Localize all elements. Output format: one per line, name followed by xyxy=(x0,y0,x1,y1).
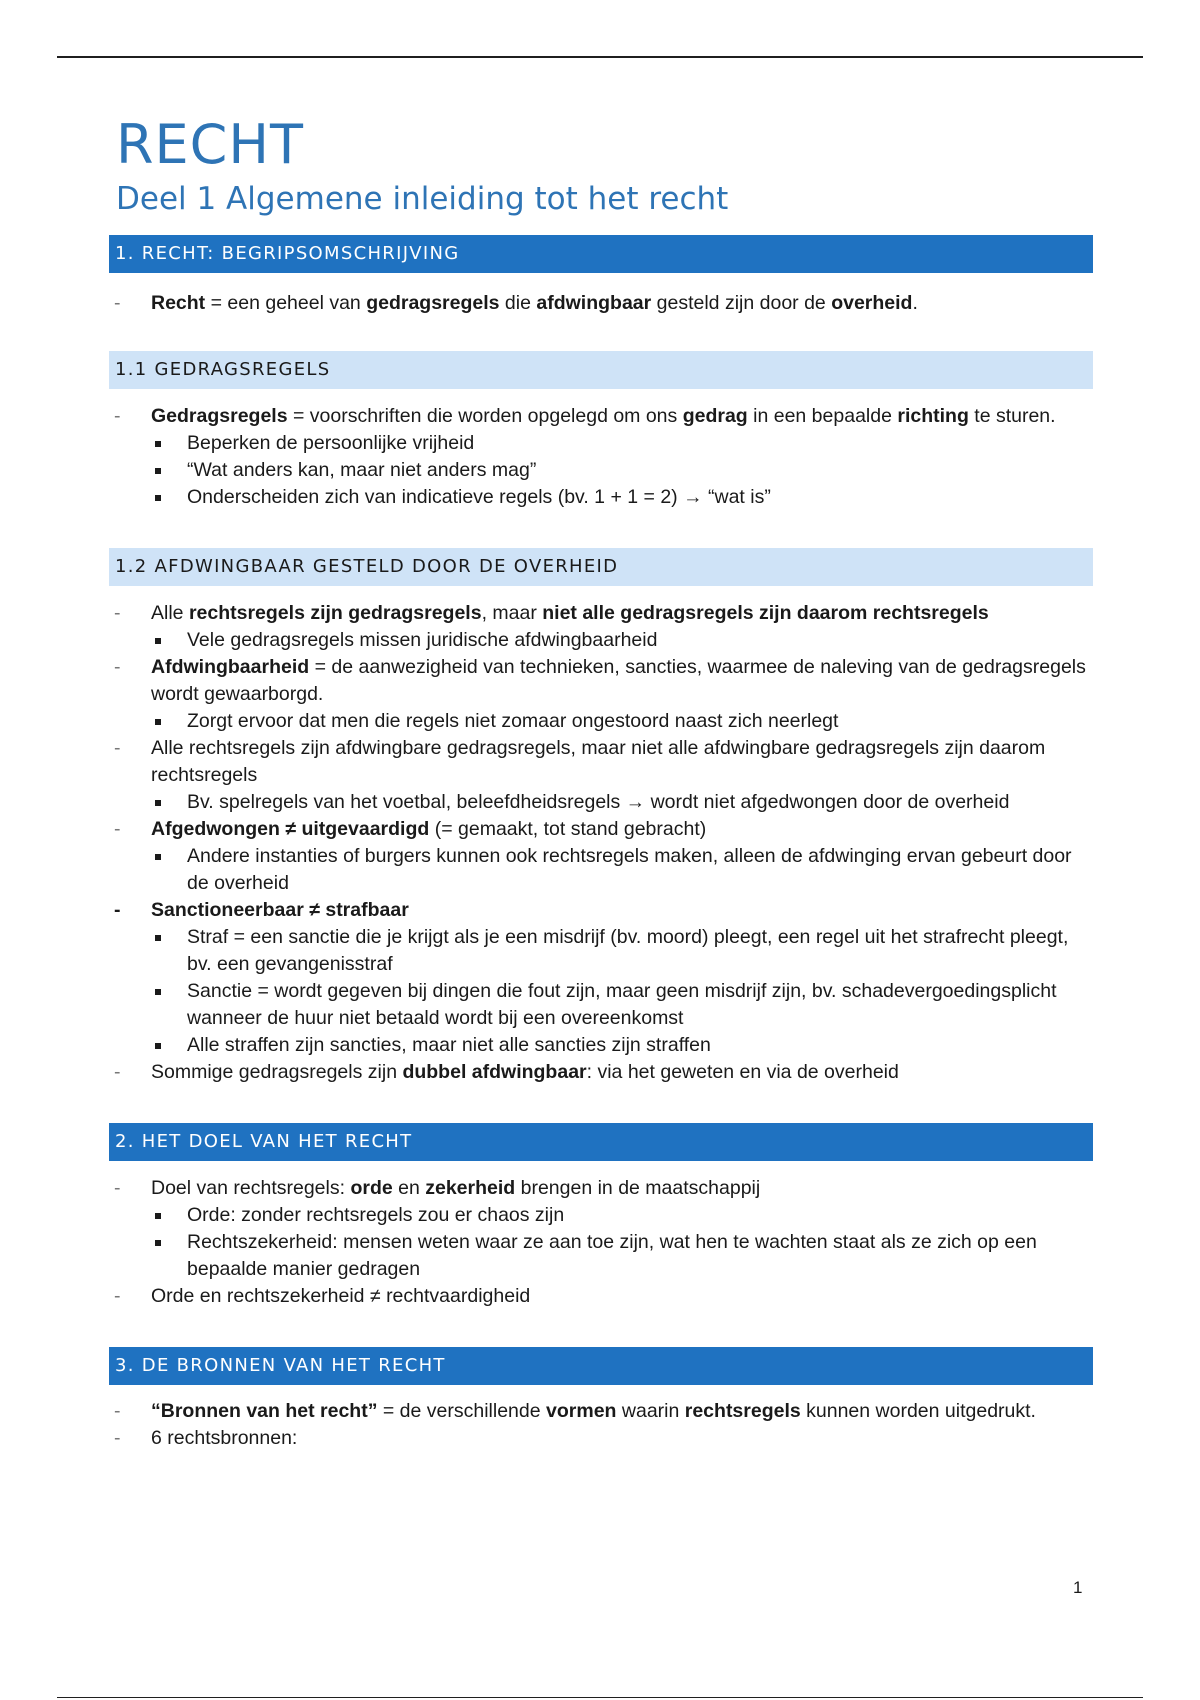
sub-list-item: Straf = een sanctie die je krijgt als je een misdrijf (bv. moord) pleegt, een regel uit het strafrecht pleegt, bv. een gevangenisstraf xyxy=(151,924,1093,978)
header-rule xyxy=(57,56,1143,58)
section-1-2-list xyxy=(109,600,1093,1086)
list-item: - Sanctioneerbaar ≠ strafbaar Straf = een sanctie die je krijgt als je een misdrijf (bv. moord) pleegt, een regel uit het strafrecht pleegt, bv. een gevangenisstraf Sanctie = wordt gegeven bij dingen die fout zijn, maar geen misdrijf zijn, bv. schadevergoedingsplicht wanneer de huur niet betaald wordt bij een overeenkomst Alle straffen zijn sancties, maar niet alle sancties zijn straffen xyxy=(109,897,1093,1059)
dash-marker: - xyxy=(114,899,121,921)
sub-list xyxy=(151,924,1093,1059)
section-heading-1: 1. RECHT: BEGRIPSOMSCHRIJVING xyxy=(109,235,1093,273)
section-heading-3: 3. DE BRONNEN VAN HET RECHT xyxy=(109,1347,1093,1385)
dash-marker: - xyxy=(114,1061,121,1083)
section-1-list xyxy=(109,290,1093,317)
sub-list xyxy=(151,430,1093,511)
section-heading-1-2: 1.2 AFDWINGBAAR GESTELD DOOR DE OVERHEID xyxy=(109,548,1093,586)
sub-list xyxy=(151,708,1093,735)
document-title: RECHT xyxy=(116,113,304,176)
dash-marker: - xyxy=(114,1400,121,1422)
sub-list-item: Bv. spelregels van het voetbal, beleefdheidsregels → wordt niet afgedwongen door de overheid xyxy=(151,789,1093,816)
sub-list-item: “Wat anders kan, maar niet anders mag” xyxy=(151,457,1093,484)
sub-list xyxy=(151,789,1093,816)
list-item: - Alle rechtsregels zijn gedragsregels, maar niet alle gedragsregels zijn daarom rechtsregels Vele gedragsregels missen juridische afdwingbaarheid xyxy=(109,600,1093,654)
dash-marker: - xyxy=(114,737,121,759)
section-2-list xyxy=(109,1175,1093,1310)
dash-marker: - xyxy=(114,1285,121,1307)
page-content xyxy=(109,100,1093,1452)
sub-list-item: Alle straffen zijn sancties, maar niet alle sancties zijn straffen xyxy=(151,1032,1093,1059)
dash-marker: - xyxy=(114,292,121,314)
sub-list-item: Andere instanties of burgers kunnen ook rechtsregels maken, alleen de afdwinging ervan gebeurt door de overheid xyxy=(151,843,1093,897)
sub-list-item: Zorgt ervoor dat men die regels niet zomaar ongestoord naast zich neerlegt xyxy=(151,708,1093,735)
sub-list xyxy=(151,627,1093,654)
list-item: - Doel van rechtsregels: orde en zekerheid brengen in de maatschappij Orde: zonder rechtsregels zou er chaos zijn Rechtszekerheid: mensen weten waar ze aan toe zijn, wat hen te wachten staat als ze zich op een bepaalde manier gedragen xyxy=(109,1175,1093,1283)
sub-list-item: Beperken de persoonlijke vrijheid xyxy=(151,430,1093,457)
dash-marker: - xyxy=(114,1177,121,1199)
sub-list-item: Vele gedragsregels missen juridische afdwingbaarheid xyxy=(151,627,1093,654)
list-item: - Alle rechtsregels zijn afdwingbare gedragsregels, maar niet alle afdwingbare gedragsregels zijn daarom rechtsregels Bv. spelregels van het voetbal, beleefdheidsregels → wordt niet afgedwongen door de overheid xyxy=(109,735,1093,816)
sub-list xyxy=(151,843,1093,897)
sub-list-item: Rechtszekerheid: mensen weten waar ze aan toe zijn, wat hen te wachten staat als ze zich op een bepaalde manier gedragen xyxy=(151,1229,1093,1283)
dash-marker: - xyxy=(114,818,121,840)
sub-list xyxy=(151,1202,1093,1283)
list-item: - 6 rechtsbronnen: xyxy=(109,1425,1093,1452)
list-item: - “Bronnen van het recht” = de verschillende vormen waarin rechtsregels kunnen worden uitgedrukt. xyxy=(109,1398,1093,1425)
sub-list-item: Onderscheiden zich van indicatieve regels (bv. 1 + 1 = 2) → “wat is” xyxy=(151,484,1093,511)
dash-marker: - xyxy=(114,656,121,678)
list-item: - Recht = een geheel van gedragsregels die afdwingbaar gesteld zijn door de overheid. xyxy=(109,290,1093,317)
dash-marker: - xyxy=(114,405,121,427)
list-item: - Orde en rechtszekerheid ≠ rechtvaardigheid xyxy=(109,1283,1093,1310)
dash-marker: - xyxy=(114,602,121,624)
section-1-1-list xyxy=(109,403,1093,511)
document-subtitle: Deel 1 Algemene inleiding tot het recht xyxy=(116,181,729,217)
dash-marker: - xyxy=(114,1427,121,1449)
list-item: - Afgedwongen ≠ uitgevaardigd (= gemaakt, tot stand gebracht) Andere instanties of burgers kunnen ook rechtsregels maken, alleen de afdwinging ervan gebeurt door de overheid xyxy=(109,816,1093,897)
sub-list-item: Sanctie = wordt gegeven bij dingen die fout zijn, maar geen misdrijf zijn, bv. schadevergoedingsplicht wanneer de huur niet betaald wordt bij een overeenkomst xyxy=(151,978,1093,1032)
section-3-list xyxy=(109,1398,1093,1452)
list-item: - Gedragsregels = voorschriften die worden opgelegd om ons gedrag in een bepaalde richting te sturen. Beperken de persoonlijke vrijheid “Wat anders kan, maar niet anders mag” Onderscheiden zich van indicatieve regels (bv. 1 + 1 = 2) → “wat is” xyxy=(109,403,1093,511)
page-number: 1 xyxy=(1073,1578,1083,1597)
section-heading-1-1: 1.1 GEDRAGSREGELS xyxy=(109,351,1093,389)
sub-list-item: Orde: zonder rechtsregels zou er chaos zijn xyxy=(151,1202,1093,1229)
list-item: - Afdwingbaarheid = de aanwezigheid van technieken, sancties, waarmee de naleving van de gedragsregels wordt gewaarborgd. Zorgt ervoor dat men die regels niet zomaar ongestoord naast zich neerlegt xyxy=(109,654,1093,735)
section-heading-2: 2. HET DOEL VAN HET RECHT xyxy=(109,1123,1093,1161)
footer-rule xyxy=(57,1697,1143,1698)
list-item: - Sommige gedragsregels zijn dubbel afdwingbaar: via het geweten en via de overheid xyxy=(109,1059,1093,1086)
